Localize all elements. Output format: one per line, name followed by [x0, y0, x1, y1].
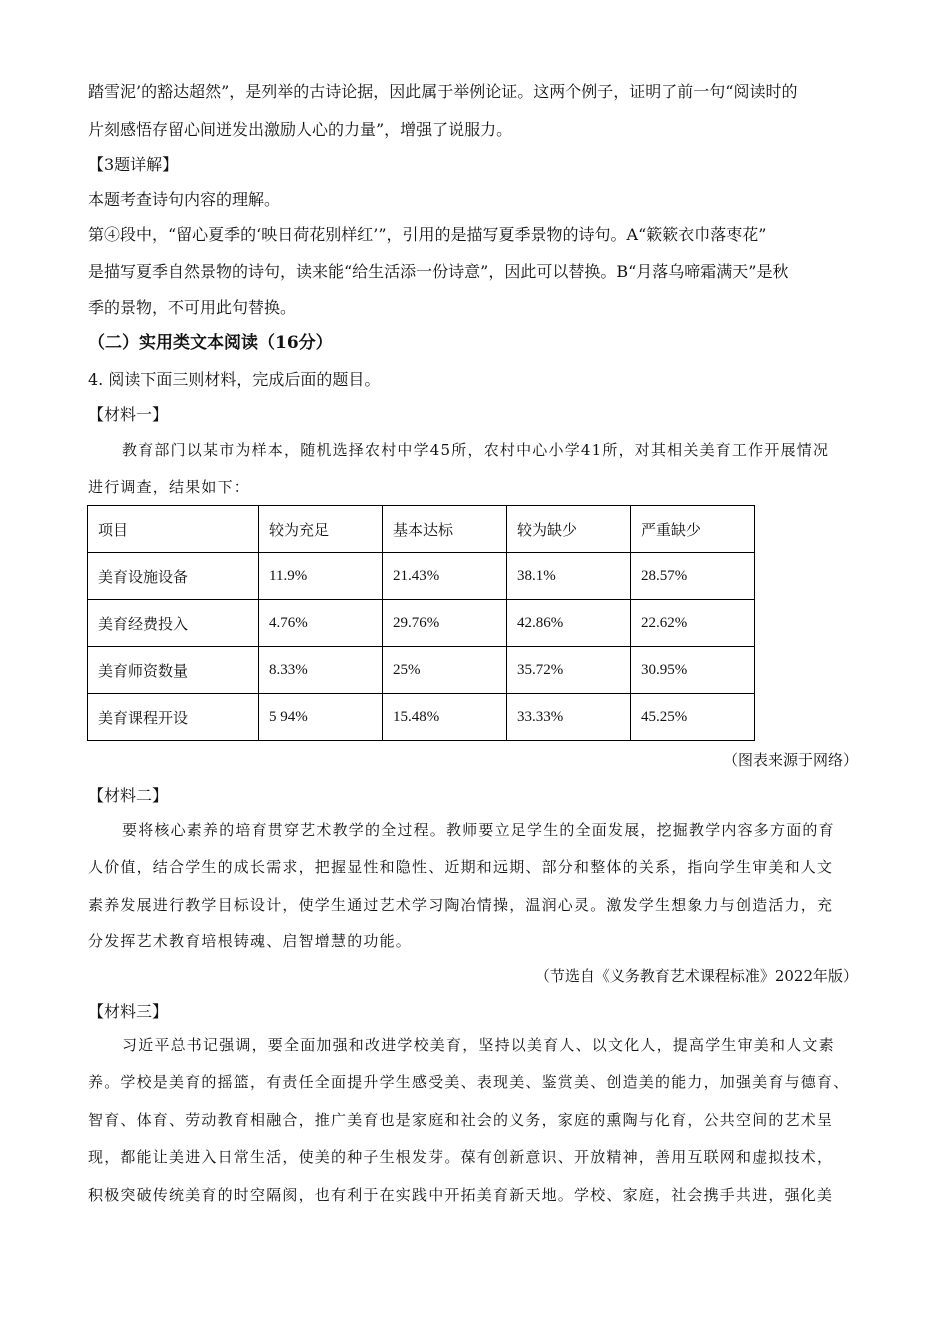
material-two-text: 要将核心素养的培育贯穿艺术教学的全过程。教师要立足学生的全面发展，挖掘教学内容多方面的育: [122, 821, 835, 839]
table-cell: 35.72%: [507, 647, 631, 694]
table-cell: 25%: [383, 647, 507, 694]
material-three-label: 【材料三】: [88, 1002, 169, 1021]
material-two-text: 素养发展进行教学目标设计，使学生通过艺术学习陶冶情操，温润心灵。激发学生想象力与创造活力，充: [88, 896, 834, 914]
table-row: [88, 647, 755, 694]
table-cell: 33.33%: [507, 694, 631, 741]
material-three-text: 智育、体育、劳动教育相融合，推广美育也是家庭和社会的义务，家庭的熏陶与化育，公共空间的艺术呈: [88, 1111, 834, 1129]
survey-table: [87, 505, 755, 741]
text-line: 是描写夏季自然景物的诗句，读来能“给生活添一份诗意”，因此可以替换。B“月落乌啼霜满天”是秋: [88, 262, 789, 281]
table-cell: 28.57%: [631, 553, 755, 600]
table-header-cell: 较为充足: [259, 506, 383, 553]
material-two-text: 分发挥艺术教育培根铸魂、启智增慧的功能。: [88, 932, 413, 950]
table-cell: 美育经费投入: [88, 600, 259, 647]
table-header-cell: 严重缺少: [631, 506, 755, 553]
text-line: 踏雪泥’的豁达超然”，是列举的古诗论据，因此属于举例论证。这两个例子，证明了前一句“阅读时的: [88, 82, 798, 101]
table-source: （图表来源于网络）: [722, 751, 858, 769]
material-one-text: 教育部门以某市为样本，随机选择农村中学45所，农村中心小学41所，对其相关美育工作开展情况: [122, 441, 830, 459]
table-row: [88, 553, 755, 600]
table-cell: 美育设施设备: [88, 553, 259, 600]
question-prompt: 4. 阅读下面三则材料，完成后面的题目。: [88, 370, 381, 389]
table-cell: 29.76%: [383, 600, 507, 647]
table-cell: 美育师资数量: [88, 647, 259, 694]
table-cell: 15.48%: [383, 694, 507, 741]
table-header-cell: 项目: [88, 506, 259, 553]
table-cell: 美育课程开设: [88, 694, 259, 741]
table-row: [88, 694, 755, 741]
table-row: [88, 600, 755, 647]
table-cell: 5 94%: [259, 694, 383, 741]
table-cell: 45.25%: [631, 694, 755, 741]
table-cell: 4.76%: [259, 600, 383, 647]
table-cell: 11.9%: [259, 553, 383, 600]
table-cell: 22.62%: [631, 600, 755, 647]
material-two-text: 人价值，结合学生的成长需求，把握显性和隐性、近期和远期、部分和整体的关系，指向学生审美和人文: [88, 858, 834, 876]
table-header-cell: 较为缺少: [507, 506, 631, 553]
table-header-cell: 基本达标: [383, 506, 507, 553]
material-three-text: 养。学校是美育的摇篮，有责任全面提升学生感受美、表现美、鉴赏美、创造美的能力，加强美育与德育、: [88, 1073, 850, 1091]
text-line: 片刻感悟存留心间迸发出激励人心的力量”，增强了说服力。: [88, 120, 513, 139]
table-cell: 8.33%: [259, 647, 383, 694]
text-line: 本题考查诗句内容的理解。: [88, 190, 281, 209]
table-cell: 30.95%: [631, 647, 755, 694]
material-three-text: 习近平总书记强调，要全面加强和改进学校美育，坚持以美育人、以文化人，提高学生审美和人文素: [122, 1036, 835, 1054]
table-cell: 42.86%: [507, 600, 631, 647]
material-one-text: 进行调查，结果如下：: [88, 478, 251, 496]
section-heading: （二）实用类文本阅读（16分）: [88, 333, 333, 353]
material-three-text: 积极突破传统美育的时空隔阂，也有利于在实践中开拓美育新天地。学校、家庭，社会携手共进，强化美: [88, 1186, 834, 1204]
table-cell: 38.1%: [507, 553, 631, 600]
material-two-label: 【材料二】: [88, 786, 169, 805]
text-line: 第④段中，“留心夏季的‘映日荷花别样红’”，引用的是描写夏季景物的诗句。A“簌簌衣巾落枣花”: [88, 225, 767, 244]
text-line: 季的景物，不可用此句替换。: [88, 298, 297, 317]
subsection-label: 【3题详解】: [88, 155, 179, 174]
material-one-label: 【材料一】: [88, 405, 169, 424]
table-cell: 21.43%: [383, 553, 507, 600]
table-header-row: [88, 506, 755, 553]
material-three-text: 现，都能让美进入日常生活，使美的种子生根发芽。葆有创新意识、开放精神，善用互联网和虚拟技术，: [88, 1148, 834, 1166]
material-two-source: （节选自《义务教育艺术课程标准》2022年版）: [534, 967, 858, 985]
